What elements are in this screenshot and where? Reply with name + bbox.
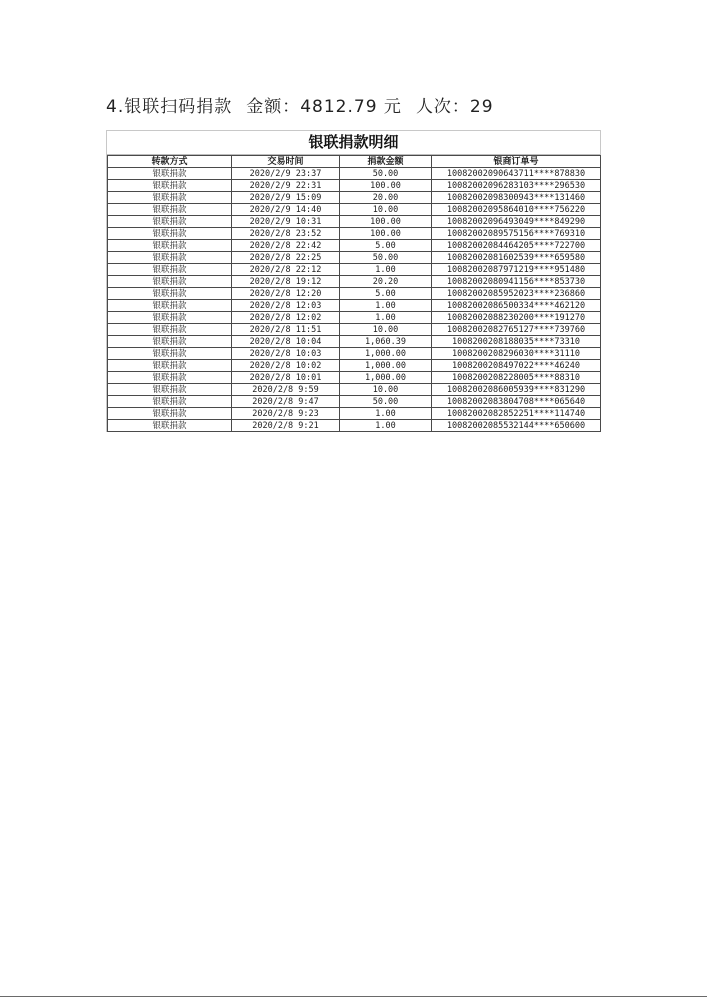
cell-method: 银联捐款 — [108, 180, 232, 192]
donor-count: 人次：29 — [415, 97, 494, 117]
table-row — [108, 264, 601, 276]
cell-order-number: 10082002084464205****722700 — [432, 240, 601, 252]
cell-order-number: 10082002082765127****739760 — [432, 324, 601, 336]
table-row — [108, 192, 601, 204]
cell-amount: 20.00 — [340, 192, 432, 204]
cell-order-number: 1008200208296030****31110 — [432, 348, 601, 360]
total-amount: 金额：4812.79 元 — [246, 97, 402, 117]
cell-method: 银联捐款 — [108, 288, 232, 300]
cell-amount: 20.20 — [340, 276, 432, 288]
cell-time: 2020/2/8 10:04 — [232, 336, 340, 348]
table-row — [108, 336, 601, 348]
section-title: 4.银联扫码捐款 — [106, 97, 233, 117]
cell-time: 2020/2/8 22:25 — [232, 252, 340, 264]
cell-order-number: 10082002085532144****650600 — [432, 420, 601, 432]
cell-order-number: 10082002087971219****951480 — [432, 264, 601, 276]
cell-order-number: 10082002090643711****878830 — [432, 168, 601, 180]
cell-order-number: 10082002086500334****462120 — [432, 300, 601, 312]
section-heading — [106, 92, 494, 117]
cell-method: 银联捐款 — [108, 216, 232, 228]
table-row — [108, 204, 601, 216]
table-row — [108, 240, 601, 252]
donation-sheet — [106, 130, 601, 432]
cell-method: 银联捐款 — [108, 264, 232, 276]
cell-amount: 100.00 — [340, 228, 432, 240]
cell-time: 2020/2/8 9:59 — [232, 384, 340, 396]
cell-time: 2020/2/8 9:47 — [232, 396, 340, 408]
column-header-time: 交易时间 — [232, 156, 340, 168]
cell-order-number: 10082002081602539****659580 — [432, 252, 601, 264]
table-row — [108, 420, 601, 432]
cell-method: 银联捐款 — [108, 360, 232, 372]
cell-order-number: 10082002085952023****236860 — [432, 288, 601, 300]
cell-method: 银联捐款 — [108, 408, 232, 420]
cell-amount: 5.00 — [340, 288, 432, 300]
table-row — [108, 216, 601, 228]
cell-method: 银联捐款 — [108, 204, 232, 216]
cell-amount: 50.00 — [340, 252, 432, 264]
page-bottom-rule — [0, 996, 707, 997]
cell-order-number: 10082002080941156****853730 — [432, 276, 601, 288]
table-row — [108, 384, 601, 396]
cell-time: 2020/2/8 10:02 — [232, 360, 340, 372]
cell-time: 2020/2/8 12:02 — [232, 312, 340, 324]
cell-amount: 100.00 — [340, 216, 432, 228]
cell-amount: 1.00 — [340, 312, 432, 324]
cell-time: 2020/2/8 9:23 — [232, 408, 340, 420]
cell-amount: 1.00 — [340, 264, 432, 276]
cell-order-number: 10082002096493049****849290 — [432, 216, 601, 228]
cell-time: 2020/2/9 14:40 — [232, 204, 340, 216]
sheet-title: 银联捐款明细 — [107, 131, 600, 155]
cell-time: 2020/2/8 11:51 — [232, 324, 340, 336]
cell-method: 银联捐款 — [108, 168, 232, 180]
cell-time: 2020/2/8 12:03 — [232, 300, 340, 312]
column-header-amount: 捐款金额 — [340, 156, 432, 168]
cell-amount: 10.00 — [340, 384, 432, 396]
cell-order-number: 10082002088230200****191270 — [432, 312, 601, 324]
cell-time: 2020/2/8 23:52 — [232, 228, 340, 240]
table-row — [108, 168, 601, 180]
cell-method: 银联捐款 — [108, 300, 232, 312]
cell-method: 银联捐款 — [108, 384, 232, 396]
table-row — [108, 324, 601, 336]
cell-method: 银联捐款 — [108, 420, 232, 432]
cell-amount: 1.00 — [340, 420, 432, 432]
table-row — [108, 396, 601, 408]
cell-method: 银联捐款 — [108, 192, 232, 204]
cell-time: 2020/2/8 10:03 — [232, 348, 340, 360]
cell-method: 银联捐款 — [108, 336, 232, 348]
cell-order-number: 1008200208228005****88310 — [432, 372, 601, 384]
cell-amount: 50.00 — [340, 396, 432, 408]
cell-method: 银联捐款 — [108, 348, 232, 360]
table-row — [108, 276, 601, 288]
cell-method: 银联捐款 — [108, 240, 232, 252]
table-row — [108, 300, 601, 312]
table-row — [108, 408, 601, 420]
table-row — [108, 312, 601, 324]
cell-order-number: 10082002082852251****114740 — [432, 408, 601, 420]
cell-amount: 10.00 — [340, 204, 432, 216]
table-body — [108, 168, 601, 432]
table-row — [108, 360, 601, 372]
cell-time: 2020/2/9 22:31 — [232, 180, 340, 192]
table-row — [108, 252, 601, 264]
cell-order-number: 10082002098300943****131460 — [432, 192, 601, 204]
cell-amount: 100.00 — [340, 180, 432, 192]
cell-time: 2020/2/8 9:21 — [232, 420, 340, 432]
cell-order-number: 10082002086005939****831290 — [432, 384, 601, 396]
cell-amount: 1,000.00 — [340, 372, 432, 384]
cell-order-number: 10082002095864010****756220 — [432, 204, 601, 216]
cell-amount: 1,060.39 — [340, 336, 432, 348]
cell-time: 2020/2/8 12:20 — [232, 288, 340, 300]
table-row — [108, 228, 601, 240]
table-row — [108, 288, 601, 300]
cell-method: 银联捐款 — [108, 312, 232, 324]
cell-order-number: 10082002083804708****065640 — [432, 396, 601, 408]
cell-time: 2020/2/8 22:42 — [232, 240, 340, 252]
cell-time: 2020/2/9 15:09 — [232, 192, 340, 204]
cell-amount: 5.00 — [340, 240, 432, 252]
cell-method: 银联捐款 — [108, 324, 232, 336]
cell-amount: 1,000.00 — [340, 360, 432, 372]
cell-time: 2020/2/9 23:37 — [232, 168, 340, 180]
table-row — [108, 348, 601, 360]
cell-method: 银联捐款 — [108, 276, 232, 288]
cell-time: 2020/2/9 10:31 — [232, 216, 340, 228]
cell-amount: 10.00 — [340, 324, 432, 336]
column-header-order: 银商订单号 — [432, 156, 601, 168]
cell-amount: 1.00 — [340, 300, 432, 312]
cell-amount: 1,000.00 — [340, 348, 432, 360]
cell-amount: 1.00 — [340, 408, 432, 420]
cell-method: 银联捐款 — [108, 372, 232, 384]
cell-time: 2020/2/8 10:01 — [232, 372, 340, 384]
cell-time: 2020/2/8 22:12 — [232, 264, 340, 276]
table-header-row — [108, 156, 601, 168]
cell-method: 银联捐款 — [108, 396, 232, 408]
cell-order-number: 1008200208188035****73310 — [432, 336, 601, 348]
table-row — [108, 372, 601, 384]
cell-order-number: 10082002089575156****769310 — [432, 228, 601, 240]
table-row — [108, 180, 601, 192]
cell-time: 2020/2/8 19:12 — [232, 276, 340, 288]
cell-method: 银联捐款 — [108, 228, 232, 240]
cell-order-number: 1008200208497022****46240 — [432, 360, 601, 372]
cell-order-number: 10082002096283103****296530 — [432, 180, 601, 192]
cell-amount: 50.00 — [340, 168, 432, 180]
column-header-method: 转款方式 — [108, 156, 232, 168]
donation-table — [107, 155, 601, 432]
cell-method: 银联捐款 — [108, 252, 232, 264]
